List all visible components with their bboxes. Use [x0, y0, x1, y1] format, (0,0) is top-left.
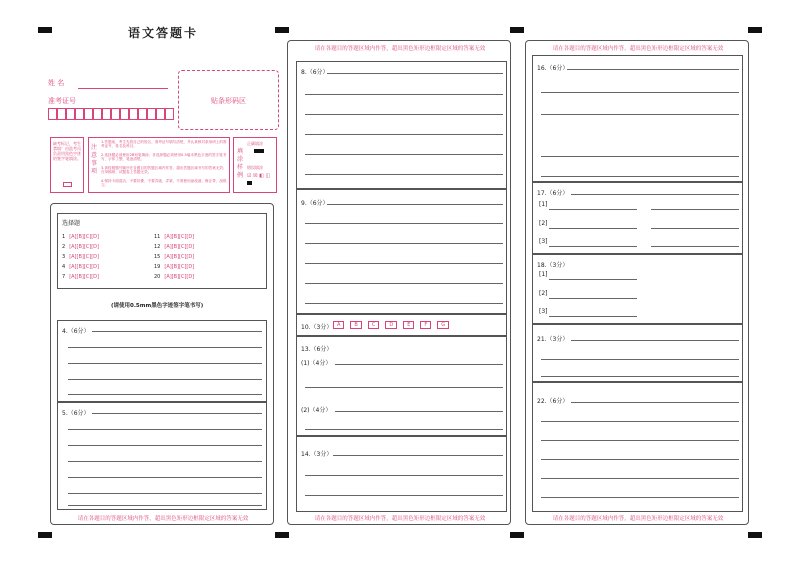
bottom-warning-2: 请在各题目的答题区域内作答，超出黑色矩形边框限定区域的答案无效: [314, 516, 486, 522]
choice-row[interactable]: 15 [A][B][C][D]: [154, 254, 195, 260]
pen-note: (请使用0.5mm黑色字迹签字笔书写): [111, 303, 204, 309]
name-line[interactable]: [78, 88, 168, 89]
registration-mark: [38, 27, 52, 33]
answer-panel-middle: [287, 40, 511, 525]
correct-fill-mark: [254, 149, 264, 153]
notice-item-1: 1.答题前，考生先将自己的姓名、准考证号填写清楚，并认真核对条形码上的准考证号、姓名及科目。: [101, 140, 227, 149]
absent-mark-box: [50, 137, 84, 193]
registration-mark: [275, 532, 289, 538]
choice-title: 选择题: [62, 220, 81, 227]
choice-row[interactable]: 3 [A][B][C][D]: [62, 254, 99, 260]
choice-row[interactable]: 2 [A][B][C][D]: [62, 244, 99, 250]
q16-section[interactable]: [532, 55, 743, 182]
q13-section[interactable]: [296, 336, 507, 436]
q5-section[interactable]: [57, 402, 267, 510]
q17-part2: [2]: [539, 220, 548, 227]
notice-item-2: 2.选择题必须使用2B铅笔填涂；非选择题必须使用0.5毫米黑色字迹的签字笔书写，字体工整、笔迹清楚。: [101, 153, 227, 162]
notice-box: [88, 137, 230, 193]
choice-row[interactable]: 7 [A][B][C][D]: [62, 274, 99, 280]
q16-label: 16.（6分）: [537, 65, 569, 72]
q8-label: 8.（6分）: [301, 69, 329, 76]
registration-mark: [748, 27, 762, 33]
q8-section[interactable]: [296, 61, 507, 189]
choice-row[interactable]: 4 [A][B][C][D]: [62, 264, 99, 270]
choice-row[interactable]: 1 [A][B][C][D]: [62, 234, 99, 240]
q10-label: 10.（3分）: [301, 324, 333, 331]
q10-section[interactable]: [296, 314, 507, 336]
q18-part3: [3]: [539, 308, 548, 315]
notice-item-4: 4.保持卡面清洁，不要折叠、不要弄破、弄皱，不准使用涂改液、修正带、刮纸刀。: [101, 179, 227, 188]
choice-row[interactable]: 11 [A][B][C][D]: [154, 234, 195, 240]
choice-section: [57, 213, 267, 289]
q22-label: 22.（6分）: [537, 398, 569, 405]
q18-part1: [1]: [539, 271, 548, 278]
choice-row[interactable]: 19 [A][B][C][D]: [154, 264, 195, 270]
q17-part1: [1]: [539, 201, 548, 208]
registration-mark: [38, 532, 52, 538]
notice-item-3: 3.请按照题号顺序在各题目的答题区域内作答，超出答题区域书写的答案无效；在草稿纸、试题卷上答题无效。: [101, 166, 227, 175]
fill-example-box: [233, 137, 277, 193]
q17-part3: [3]: [539, 238, 548, 245]
choice-row[interactable]: 20 [A][B][C][D]: [154, 274, 195, 280]
q9-section[interactable]: [296, 189, 507, 314]
q14-section[interactable]: [296, 436, 507, 512]
q13-part1-label: (1)（4分）: [301, 360, 332, 367]
wrong-fill-label: 错误填涂: [247, 165, 263, 170]
q10-options[interactable]: A B C D E F G: [333, 322, 455, 328]
page-title: 语文答题卡: [128, 26, 199, 40]
q4-section[interactable]: [57, 320, 267, 402]
registration-mark: [510, 532, 524, 538]
name-label: 姓 名: [48, 79, 65, 87]
exam-id-label: 准考证号: [48, 97, 76, 105]
q17-section[interactable]: [532, 182, 743, 254]
absent-checkbox[interactable]: [63, 182, 72, 187]
barcode-area: [178, 70, 279, 130]
q13-part2-label: (2)（4分）: [301, 407, 332, 414]
q14-label: 14.（3分）: [301, 451, 333, 458]
bottom-warning-3: 请在各题目的答题区域内作答，超出黑色矩形边框限定区域的答案无效: [552, 516, 724, 522]
answer-panel-right: [525, 40, 749, 525]
top-warning-3: 请在各题目的答题区域内作答，超出黑色矩形边框限定区域的答案无效: [552, 46, 724, 52]
absent-mark-text: 缺考标记，考生禁填！由监考员负责用黑色字迹的签字笔填涂。: [53, 141, 81, 161]
q9-label: 9.（6分）: [301, 200, 329, 207]
q18-label: 18.（3分）: [537, 262, 569, 269]
registration-mark: [510, 27, 524, 33]
q5-label: 5.（6分）: [62, 410, 90, 417]
notice-vertical-title: 注意事项: [91, 144, 98, 175]
bottom-warning-1: 请在各题目的答题区域内作答，超出黑色矩形边框限定区域的答案无效: [77, 516, 249, 522]
answer-panel-left: [50, 203, 274, 525]
q17-label: 17.（6分）: [537, 190, 569, 197]
wrong-fill-marks: ☑ ☒ ◧ ◫: [247, 173, 271, 179]
fill-title: 填涂样例: [237, 148, 244, 179]
barcode-label: 贴条形码区: [211, 97, 246, 105]
q4-label: 4.（6分）: [62, 328, 90, 335]
registration-mark: [275, 27, 289, 33]
choice-row[interactable]: 12 [A][B][C][D]: [154, 244, 195, 250]
q18-part2: [2]: [539, 290, 548, 297]
exam-id-grid[interactable]: [48, 108, 174, 121]
top-warning-2: 请在各题目的答题区域内作答，超出黑色矩形边框限定区域的答案无效: [314, 46, 486, 52]
fill-example-label: 正确填涂: [247, 141, 263, 146]
q21-section[interactable]: [532, 324, 743, 382]
q13-label: 13.（6分）: [301, 346, 333, 353]
registration-mark: [748, 532, 762, 538]
q22-section[interactable]: [532, 382, 743, 512]
wrong-fill-mark-solid: [247, 181, 252, 185]
q18-section[interactable]: [532, 254, 743, 324]
q21-label: 21.（3分）: [537, 336, 569, 343]
